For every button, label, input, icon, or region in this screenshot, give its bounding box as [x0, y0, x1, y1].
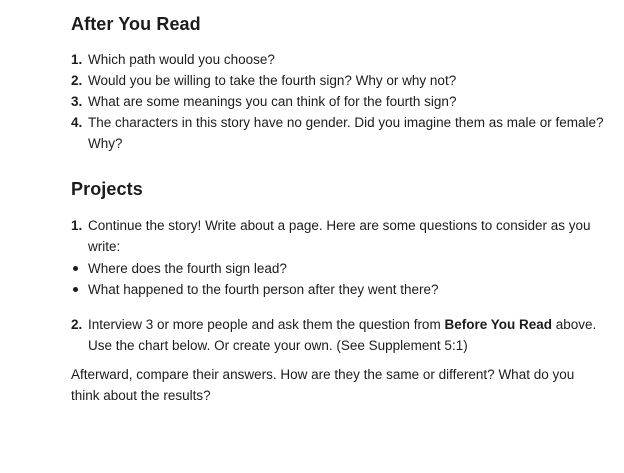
bullet-text: Where does the fourth sign lead?: [88, 261, 287, 276]
question-number: 2.: [71, 73, 83, 88]
bullet-item: [71, 279, 608, 300]
question-text: What are some meanings you can think of for the fourth sign?: [88, 94, 457, 109]
question-number: 1.: [71, 52, 83, 67]
after-you-read-questions: [71, 49, 604, 154]
project-number: 1.: [71, 218, 83, 233]
before-you-read-reference: Before You Read: [444, 317, 552, 332]
project-item: [71, 215, 608, 257]
project-number: 2.: [71, 317, 83, 332]
project-text: Continue the story! Write about a page. Here are some questions to consider as you write:: [88, 218, 591, 254]
bullet-item: [71, 258, 608, 279]
question-text: The characters in this story have no gender. Did you imagine them as male or female? Why?: [88, 115, 604, 151]
question-item: [71, 70, 608, 91]
projects-heading: Projects: [71, 179, 143, 199]
question-item: [71, 91, 608, 112]
question-text: Which path would you choose?: [88, 52, 275, 67]
question-text: Would you be willing to take the fourth sign? Why or why not?: [88, 73, 457, 88]
bullet-icon: [73, 287, 78, 292]
project-text-before: Interview 3 or more people and ask them the question from: [88, 317, 445, 332]
bullet-icon: [73, 266, 78, 271]
question-number: 4.: [71, 115, 83, 130]
after-you-read-heading: After You Read: [71, 14, 201, 34]
projects-list-continued: [71, 314, 604, 356]
question-number: 3.: [71, 94, 83, 109]
project-bullet-list: [71, 258, 604, 300]
project-item: [71, 314, 608, 356]
afterward-paragraph: Afterward, compare their answers. How are they the same or different? What do you think about the results?: [71, 367, 575, 403]
bullet-text: What happened to the fourth person after they went there?: [88, 282, 439, 297]
projects-list: [71, 215, 604, 257]
project-text-after: above. Use the chart below. Or create your own. (See Supplement 5:1): [88, 317, 597, 353]
question-item: [71, 112, 608, 154]
question-item: [71, 49, 608, 70]
